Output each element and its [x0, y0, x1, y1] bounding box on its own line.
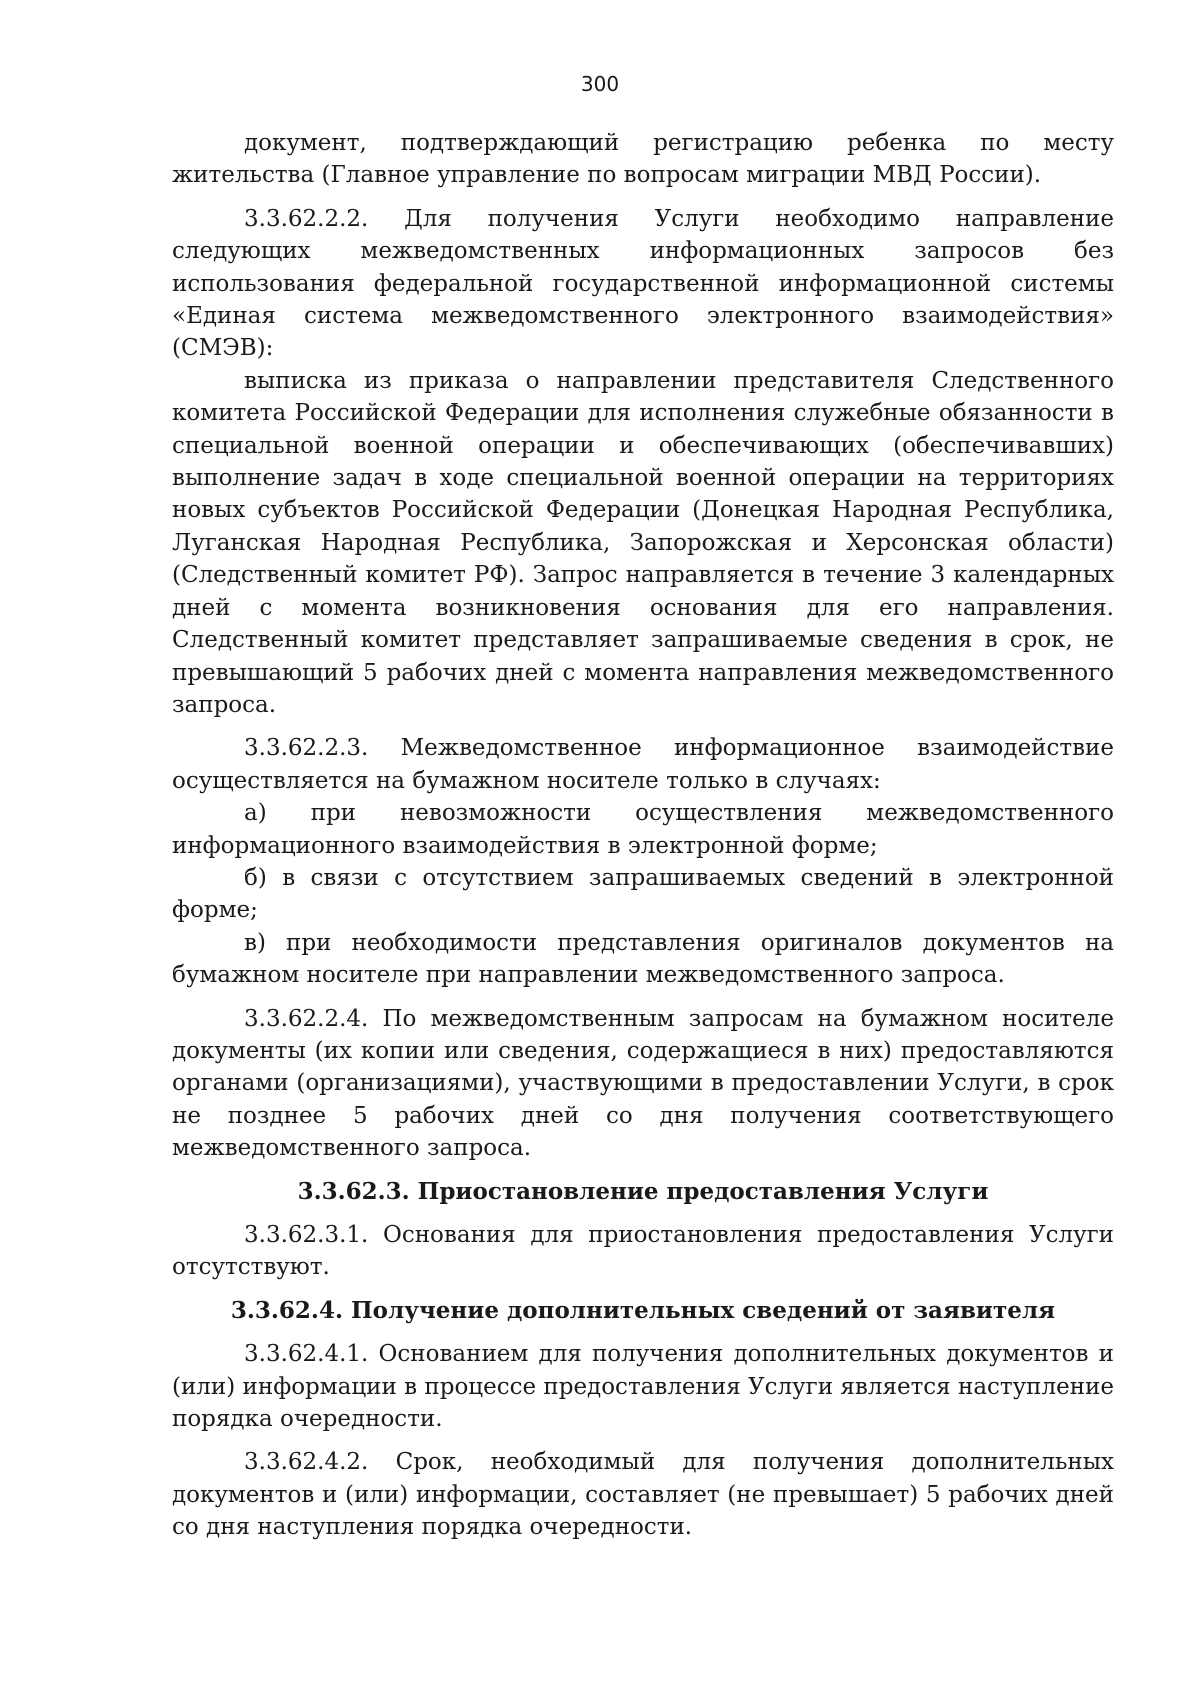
document-body: [172, 127, 1114, 1544]
page-number: 300: [580, 72, 620, 96]
paragraph-3-3-62-2-3: 3.3.62.2.3. Межведомственное информационное взаимодействие осуществляется на бумажном носителе только в случаях:: [172, 735, 1114, 794]
section-heading-3-3-62-4: 3.3.62.4. Получение дополнительных сведений от заявителя: [230, 1296, 1056, 1324]
paragraph-3-3-62-4-2: 3.3.62.4.2. Срок, необходимый для получения дополнительных документов и (или) информации, составляет (не превышает) 5 рабочих дней со дня наступления порядка очередности.: [172, 1449, 1114, 1541]
list-item-a: а) при невозможности осуществления межведомственного информационного взаимодействия в электронной форме;: [172, 800, 1114, 859]
list-item-v: в) при необходимости представления оригиналов документов на бумажном носителе при направлении межведомственного запроса.: [172, 929, 1114, 989]
paragraph-3-3-62-4-1: 3.3.62.4.1. Основанием для получения дополнительных документов и (или) информации в процессе предоставления Услуги является наступление порядка очередности.: [172, 1341, 1114, 1433]
paragraph-3-3-62-2-2: 3.3.62.2.2. Для получения Услуги необходимо направление следующих межведомственных информационных запросов без использования федеральной государственной информационной системы «Единая система межведомственного электронного взаимодействия» (СМЭВ):: [172, 205, 1114, 362]
paragraph-3-3-62-3-1: 3.3.62.3.1. Основания для приостановления предоставления Услуги отсутствуют.: [172, 1222, 1114, 1281]
list-item-b: б) в связи с отсутствием запрашиваемых сведений в электронной форме;: [172, 864, 1114, 924]
paragraph-registration-document: документ, подтверждающий регистрацию ребенка по месту жительства (Главное управление по вопросам миграции МВД России).: [172, 130, 1114, 189]
paragraph-order-extract: выписка из приказа о направлении представителя Следственного комитета Российской Федерации для исполнения служебные обязанности в специальной военной операции и обеспечивающих (обеспечивавших) выполнение задач в ходе специальной военной операции на территориях новых субъектов Российской Федерации (Донецкая Народная Республика, Луганская Народная Республика, Запорожская и Херсонская области) (Следственный комитет РФ). Запрос направляется в течение 3 календарных дней с момента возникновения основания для его направления. Следственный комитет представляет запрашиваемые сведения в срок, не превышающий 5 рабочих дней с момента направления межведомственного запроса.: [172, 367, 1114, 718]
section-heading-3-3-62-3: 3.3.62.3. Приостановление предоставления Услуги: [297, 1177, 989, 1205]
paragraph-3-3-62-2-4: 3.3.62.2.4. По межведомственным запросам на бумажном носителе документы (их копии или сведения, содержащиеся в них) предоставляются органами (организациями), участвующими в предоставлении Услуги, в срок не позднее 5 рабочих дней со дня получения соответствующего межведомственного запроса.: [172, 1005, 1114, 1162]
